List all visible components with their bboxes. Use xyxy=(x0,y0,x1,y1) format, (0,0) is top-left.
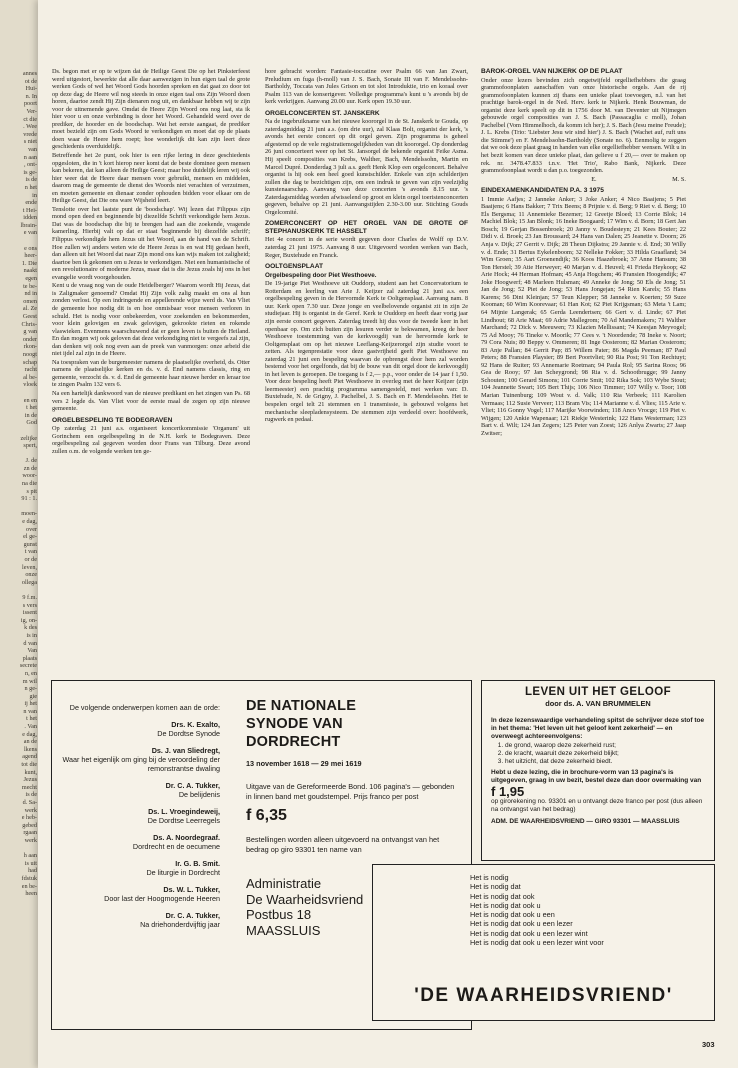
article-column-1 xyxy=(52,68,250,678)
book-title-line: SYNODE VAN xyxy=(246,716,343,732)
previous-page-text: annes ot de Hui- n. In poort Ver- ct die . Wee vrede s niet van n aan , ont- is ge- is de n het in ende t Hei- idden lbrain- e van e ons heer- 1. Die naakt egen te be- nd in omen al. Ze Geest Chris- g van onder rkon- noogt schap racht al be- vloek en en t het in de God zelijke spert, J. de zn de woor- na die s pit 91 : 1. moen- e dag, over el ge- gunst t van or de leven, onze ollega 9 f.m. s vers issent ig, on- k des is in d van Van plaats secrete n, en m wil n ge- gie ij het n van t het . Van e dag, an de lkens agend tot die kunt, Jezus mecht is de d. Sa- werk e heb- gebed rgaan werk h aan is uit had fdstuk en be- heen xyxy=(19,70,37,898)
topic-title: Na driehonderdvijftig jaar xyxy=(140,920,220,929)
ad-line: Het is nodig xyxy=(470,873,509,882)
topic-title: De Dordtse Synode xyxy=(157,729,220,738)
book-description: Uitgave van de Gereformeerde Bond. 106 pagina's — gebonden in linnen band met goudstempel. Prijs franco per post xyxy=(246,782,455,801)
paragraph: Tenslotte over het laatste punt de 'boodschap'. Wij lezen dat Filippus zijn mond open deed en beginnende bij diezelfde Schrift verkondigde hem Jezus. Dat was de boodschap die bij te brengen had aan die zoekende, vragende kamerling. Hierbij valt op dat er staat 'beginnende bij diezelfde schrift'; Filippus verkondigde hem Jezus uit het Woord, aan de hand van de Schrift. Hoe zullen wij anders weten wie de Heere Jezus is en wat Hij gedaan heeft, dan alleen uit het Woord dat naar Zijn mond ons kan wijs maken tot zaligheid; daartoe ben ik gekomen om u Jezus te verkondigen. Niet een humanistische of een revolutionaire of moderne Jezus, maar dat is die Jezus zoals hij ons in het evangelie wordt voorgehouden. xyxy=(52,205,250,281)
paragraph: Op zaterdag 21 juni a.s. organiseert koncertkommissie 'Organum' uit Gorinchem een orgelbespeling in de N.H. kerk te Bodegraven. Deze orgelbespeling zal gegeven worden door Frans van Tilburg. Deze avond zullen o.m. de volgende werken ten ge- xyxy=(52,425,250,455)
speaker-name: Ds. J. van Sliedregt, xyxy=(151,746,220,755)
address-line: De Waarheidsvriend xyxy=(246,891,364,907)
previous-page-margin xyxy=(0,0,38,1068)
ad-price: f 1,95 xyxy=(491,784,525,800)
ad-topics-list xyxy=(60,703,220,937)
address-line: MAASSLUIS xyxy=(246,922,321,938)
topic-title: Waar het eigenlijk om ging bij de veroordeling der remonstrantse dwaling xyxy=(62,755,220,773)
speaker-name: Ds. W. L. Tukker, xyxy=(163,885,220,894)
ad-line: Het is nodig dat ook u een lezer xyxy=(470,919,573,929)
address-line: Administratie xyxy=(246,876,322,892)
ad-point: 3. het uitzicht, dat deze zekerheid biedt. xyxy=(505,758,705,766)
topic-item xyxy=(60,807,220,825)
speaker-name: Ds. A. Noordegraaf. xyxy=(153,833,220,842)
paragraph: Onder onze lezers bevinden zich ongetwijfeld orgelliefhebbers die graag grammofoonplaten aanschaffen van onze historische orgels. Aan de rij grammofoonplaten kunnen zij thans een unieke plaat toevoegen, n.l. van het prachtige barok-orgel in de Ned. Herv. kerk te Nijkerk. Henk Bouwman, de organist deze kerk speelt op dit in 1756 door M. van Deventer uit Nijmegen gebouwde orgel composities van J. S. Bach (Passacaglia c moll), Johan Pachelbel (Vom Himmelhoch, da komm ich her); J. S. Bach (Jesu meine Freude); J. L. Krebs (Trio: 'Liebster Jesu wir sind hier') J. S. Bach ('Wachet auf, ruft uns die Stimme') en F. Mendelssohn-Bartholdy (Sonate no. 6). Eenmolig te zeggen dat we ook deze plaat graag in handen van elke orgelliefhebber wensen. Wilt u in het bezit komen van deze unieke plaat, dan gelieve u f 20,— over te maken op rek. nr. 3478.47.833 t.n.v. 'Het Trio', Rabo Bank, Nijkerk. Deze grammofoonplaat wordt u dan p.o. toegezonden. xyxy=(481,76,686,175)
ad-title: LEVEN UIT HET GELOOF xyxy=(524,686,671,698)
speaker-name: Ds. L. Vroegindeweij, xyxy=(148,807,220,816)
ad-order-text: op girorekening no. 93301 en u ontvangt deze franco per post (dus alleen na ontvangst van het bedrag) xyxy=(491,798,703,813)
topic-title: Door last der Hoogmogende Heeren xyxy=(104,894,220,903)
paragraph: De 19-jarige Piet Westhoeve uit Ouddorp, student aan het Concervatorium te Rotterdam en leerling van Arie J. Keijzer zal zaterdag 21 juni a.s. een orgelbespeling geven in de Hervormde Kerk te Ooltgensplaat. Aanvang nam. 8 uur. Kerk open 7.30 uur. Deze jonge en veelbelovende organist zit in zijn 2e studiejaar. Hij is organist in de Geref. Kerk te Ouddorp en heeft daar vorig jaar zijn eerste concert gegeven. Zaterdag treedt hij dus voor de tweede keer in het openbaar op. Om zich buiten zijn lesuren verder te bekwamen, kreeg de heer Westhoeve toestemming van de kerkvoogdij van de hervormde kerk te Ooltgensplaat om op het nieuwe Leeflang-Keijzerorgel zijn studie voort te zetten. Als tegenprestatie voor deze gastvrijheid geeft Piet Westhoeve nu zaterdag 21 juni een bespeling waarvan de opbrengst door hem zal worden bestemd voor het orgelfonds, dat bij de bouw van dit orgel door de kerkvoogdij in het leven is geroepen. De toegang is f 2,— p.p., voor onder de 14 jaar f 1,50. Voor deze bespeling heeft Piet Westhoeve in overleg met de heer Keijzer (zijn leermeester) een prachtig programma samengesteld, met werken van: D. Buxtehude, N. de Grigny, J. Pachelbel, J. S. Bach en F. Mendelssohn. Het te bespelen orgel telt 21 stemmen en 1 transmissie, is gebouwd volgens het mechanische sleepladensysteem. De stemmen zijn verdeeld over: hoofdwerk, rugwerk en pedaal. xyxy=(265,280,468,424)
speaker-name: Drs. K. Exalto, xyxy=(171,720,220,729)
article-heading: BAROK-ORGEL VAN NIJKERK OP DE PLAAT xyxy=(481,68,623,75)
topic-title: De belijdenis xyxy=(178,790,220,799)
ad-line: Het is nodig dat ook xyxy=(470,891,535,901)
page-number: 303 xyxy=(702,1040,715,1049)
address-line: Postbus 18 xyxy=(246,907,312,923)
ad-intro: De volgende onderwerpen komen aan de orde: xyxy=(69,703,220,712)
book-price: f 6,35 xyxy=(246,807,287,825)
ad-line: Het is nodig dat ook u een lezer wint xyxy=(470,928,588,938)
book-dates: 13 november 1618 — 29 mei 1619 xyxy=(246,759,362,768)
ad-body xyxy=(491,717,705,826)
article-heading: ORGELBESPELING TE BODEGRAVEN xyxy=(52,416,173,424)
topic-item xyxy=(60,911,220,929)
article-signature: E. M. S. xyxy=(591,175,686,183)
paragraph: hore gebracht worden: Fantasie-toccatine over Psalm 66 van Jan Zwart, Preludium en fuga (h-moll) van J. S. Bach, Sonate III van F. Mendelssohn-Bartholdy, Toccata van Jules Grison en tot slot Introduktie, trio en koraal over Psalm 113 van de konsertgever. Volledige programma's kunt u 's avonds bij de kerk verkrijgen. Aanvang 20.00 uur. Kerk open 19.30 uur. xyxy=(265,68,468,106)
paragraph: Na toespraken van de burgemeester namens de plaatselijke overheid, ds. Otter namens de plaatselijke kerken en ds. v. d. End namens classis, ring en gemeente, verzocht ds. v. d. End de gemeente haar nieuwe herder en leraar toe te zingen Psalm 132 vers 6. xyxy=(52,358,250,389)
paragraph: Na een hartelijk dankwoord van de nieuwe predikant en het zingen van Ps. 68 vers 2 legde ds. Van Vliet voor de eerste maal de zegen op zijn nieuwe gemeente. xyxy=(52,389,250,413)
article-subheading: Orgelbespeling door Piet Westhoeve. xyxy=(265,271,377,279)
topic-item xyxy=(60,859,220,877)
speaker-name: Dr. C. A. Tukker, xyxy=(165,781,220,790)
paragraph: Kent u de vraag nog van de oude Heidelberger? Waarom wordt Hij Jezus, dat is Zaligmaker genoemd? Omdat Hij Zijn volk zalig maakt en ons al hun zonden verlost. Op een indringende en appellerende wijze werd ds. Van Vliet de gemeente hoe nodig dit is en hoe onmisbaar voor mensen verloren in schuld. Het is nodig voor onbekeerden, voor zoekenden en bekommerden, voor klein gelovigen en zwak gelovigen, gekrookte rieten en rokende vlaswieken. Evenmens waarschuwend dat er geen leven is buiten de Heiland. En dan mogen wij ook geloven dat deze verkondiging niet te vergeefs zal zijn, dan denken wij ook nog even aan de preek van vanmorgen: onze arbeid die niet ijdel zal zijn in de Heere. xyxy=(52,282,250,358)
ad-address: ADM. DE WAARHEIDSVRIEND — GIRO 93301 — MAASSLUIS xyxy=(491,817,680,825)
ad-line: Het is nodig dat ook u een xyxy=(470,910,555,920)
ad-leven-uit-het-geloof xyxy=(481,680,715,861)
ad-line: Het is nodig dat ook u een lezer wint voor xyxy=(470,938,604,948)
article-column-3 xyxy=(481,68,686,648)
ad-line: Het is nodig dat ook u xyxy=(470,900,541,910)
paragraph: 1 Immie Aafjes; 2 Janneke Anker; 3 Joke Anker; 4 Nico Baaijens; 5 Piet Baaijens; 6 Hans Bakker; 7 Trix Beens; 8 Prijnie v. d. Berg; 9 Riet v. d. Berg; 10 Els Bergsma; 11 Annemieke Bezemer; 12 Greetje Bloed; 13 Corrie Blok; 14 Machiel Blok; 15 Jan Blonk; 16 Ineke Boogaard; 17 Wim v. d. Born; 18 Gert Jan Bosch; 19 Gerjan Bossenbroek; 20 Janny v. Boudesteyn; 21 Kees Bouter; 22 Didi v. d. Broek; 23 Jan Broussard; 24 Hans van Dalen; 25 Jeanette v. Doorn; 26 Anja v. Dijk; 27 Gerrit v. Dijk; 28 Theun Dijkstra; 29 Jannie v. d. End; 30 Willy v. d. Ende; 31 Bertus Eykelenboom; 32 Nelleke Fokker; 33 Hilda Graafland; 34 Wim Groen; 35 Aart Groenendijk; 36 Koos Haazebroek; 37 Anne Hansum; 38 Ton Herstel; 39 Atie Herweyer; 40 Marjan v. d. Heuvel; 41 Frieda Heykoop; 42 Arie Hock; 44 Herman Hofman; 45 Anja Hogchem; 46 Fransien Hoogendijk; 47 Joke Hoogwerf; 48 Marleen Hulsman; 49 Anneke de Jong; 50 Els de Jong; 51 Jan de Jong; 52 Piet de Jong; 53 Hans Jongejan; 54 Rien Karels; 55 Hans Karens; 56 Dini Kleinjan; 57 Teun Klepper; 58 Janneke v. Koerten; 59 Suze Kooman; 60 Wim Koorevaar; 61 Han Kot; 62 Piet Krijgsman; 63 Meta 't Lam; 64 Mijnie Langerak; 65 Gerda Leendertsen; 66 Gert v. d. Linde; 67 Piet Lindhout; 68 Arie Maat; 69 Adrie Mallegrom; 70 Ad Mandemakers; 71 Walther Marchand; 72 Dick v. Meeuwen; 73 Klazien Mellissant; 74 Keesjan Meyvogel; 75 Ad Mooy; 76 Tineke v. Moorik; 77 Cees v. 't Noordende; 78 Ineke v. Noort; 79 Cora Nuis; 80 Beppy v. Ommeren; 81 Inge Oosterom; 82 Marian Oosterom; 83 Anje Pallan; 84 Gerrit Pap; 85 Willem Pater; 86 Magda Peeman; 87 Paul Peters; 88 Fransien Playsier; 89 Bert Poortvliet; 90 Ria Post; 91 Ton Rechtuyt; 92 Hans de Ruiter; 93 Annemarie Roetman; 94 Paula Rol; 95 Sarina Roos; 96 Gea de Rooy; 97 Jan Scheygrond; 98 Ria v. d. Schootbrugge; 99 Janny Schouten; 100 Gerard Simons; 101 Corrie Smit; 102 Rika Sok; 103 Wybe Stout; 104 Jeannette Swart; 105 Bert Thijs; 106 Nico Timmer; 107 Willy v. Toor; 108 Marian Tuinenburg; 109 Wout v. d. Valk; 110 Ria Verbeek; 111 Karolien Vermaas; 112 Susie Verveer; 113 Bram Vis; 114 Marianne v. d. Vlies; 115 Arie v. Vliet; 116 Gonny Vogel; 117 Marijke Voorwinden; 118 Anco Vrocge; 119 Piet v. Wijgen; 120 Ankie Wapenaar; 121 Riekje Westerink; 122 Hans Westerman; 123 Bart v. d. Wilt; 124 Jan Zegers; 125 Peter van Zoest; 126 Anlya Zwarts; 27 Jaap Zwitser; xyxy=(481,195,686,437)
speaker-name: Dr. C. A. Tukker, xyxy=(165,911,220,920)
topic-item xyxy=(60,885,220,903)
article-heading: OOLTGENSPLAAT xyxy=(265,263,323,271)
article-heading: ORGELCONCERTEN ST. JANSKERK xyxy=(265,109,380,117)
paragraph: Na de ingebruikname van het nieuwe koororgel in de St. Janskerk te Gouda, op zaterdagmiddag 21 juni a.s. (om drie uur), zal Klaas Bolt, organist der kerk, 's avonds het eerste concert op dit orgel geven. Zijn programma is geheel afgestemd op de vele registratiemogelijkheden van dit koororgel. Op donderdag 26 juni concerteert weer op het St. Jansorgel de bekende organist Feike Asma. Hij speelt composities van Krebs, Walther, Bach, Mendelssohn, Martin en Marcel Dupré. Donderdag 3 juli a.s. geeft Henk Klop een orgelconcert. Behalve organist is hij ook een heel goed kunstschilder. Enkele van zijn schilderijen zullen die dag te bezichtigen zijn, om een indruk te geven van zijn veelzijdig kunstenaarschap. Aanvang van deze concerten 's avonds 8.15 uur. 's Zaterdagsmiddag worden afwisselend op groot en klein orgel toeristenconcerten gegeven, behalve op 21 juni. Aanvangstijden 2.30-3.00 uur. Stichting Gouds Orgelcomité. xyxy=(265,118,468,216)
order-instructions: Bestellingen worden alleen uitgevoerd na ontvangst van het bedrag op giro 93301 ten name van xyxy=(246,835,440,854)
ad-points-list xyxy=(505,742,705,765)
topic-title: De liturgie in Dordrecht xyxy=(146,868,220,877)
ad-line: Het is nodig dat xyxy=(470,882,521,892)
topic-item xyxy=(60,833,220,851)
ad-point: 1. de grond, waarop deze zekerheid rust; xyxy=(505,742,705,750)
ad-intro: In deze lezenswaardige verhandeling spitst de schrijver deze stof toe in het thema: 'Het leven uit het geloof kent zekerheid' — en overweegt achtereenvolgens: xyxy=(491,717,705,740)
ad-brand-name: 'DE WAARHEIDSVRIEND' xyxy=(414,985,673,1006)
topic-title: De Dordtse Leerregels xyxy=(147,816,220,825)
topic-item xyxy=(60,781,220,799)
speaker-name: Ir. G. B. Smit. xyxy=(175,859,220,868)
topic-item xyxy=(60,720,220,738)
topic-title: Dordrecht en de oecumene xyxy=(132,842,220,851)
ad-staircase-text xyxy=(470,873,604,947)
ad-waarheidsvriend xyxy=(372,864,715,1021)
topic-item xyxy=(60,746,220,773)
ad-body-text: Hebt u deze lezing, die in brochure-vorm van 13 pagina's is uitgegeven, graag in uw bezit, bestel deze dan door overmaking van xyxy=(491,768,702,784)
article-heading: EINDEXAMENKANDIDATEN P.A. 3 1975 xyxy=(481,187,604,195)
ad-point: 2. de kracht, waaruit deze zekerheid blijkt; xyxy=(505,750,705,758)
article-column-2 xyxy=(265,68,468,700)
paragraph: Betreffende het 2e punt, ook hier is een rijke lering in deze geschiedenis opgesloten, die in 't kort hierop neer komt dat de beste dominee geen mensen kan bekeren, dat kan alleen de Heilige Geest; maar hoe duidelijk leren wij ook hier weer dat de Heere daar mensen voor gebruikt, mensen en middelen, daarom mag de gemeente de dienst des Woords niet verachten of verzuimen, en moeten gemeente en dienaar zonder ophouden bidden voor elkaar om de Heilige Geest, dat Die ons ware Wijsheid leert. xyxy=(52,152,250,205)
paragraph: Het 4e concert in de serie wordt gegeven door Charles de Wolff op D.V. zaterdag 21 juni 1975. Aanvang 8 uur. Uitgevoerd worden werken van Bach, Reger, Buxtehude en Franck. xyxy=(265,236,468,259)
paragraph: Ds. begon met er op te wijzen dat de Heilige Geest Die op het Pinksterfeest werd uitgestort, bewerkte dat alle daar aanwezigen in hun eigen taal de grote werken Gods of wel het Woord Gods hoorden spreken en dat gaat zo door tot op deze dag; de Heere wil nog steeds in onze eigen taal ons Zijn Woord doen horen, daartoe zendt Hij Zijn dienaren nog uit, en dankbaar hebben wij te zijn voor de uitnemende gave. Omdat de Heere Zijn Woord ons nog laat, sta ik hier voor u en onze verbinding is door het Woord. Gehandeld werd over de prediker, de hoorder en de boodschap. Wat het eerste aangaat, de prediker moet bezield zijn om Gods Woord te verkondigen en moet dat op de plaats doen waar de Heere hem roept; hoe wonderlijk dit kan zijn leert deze geschiedenis overduidelijk. xyxy=(52,68,250,151)
book-title-line: DE NATIONALE xyxy=(246,698,357,714)
ad-author: door ds. A. VAN BRUMMELEN xyxy=(545,699,651,708)
article-heading: ZOMERCONCERT OP HET ORGEL VAN DE GROTE OF STEPHANUSKERK TE HASSELT xyxy=(265,220,468,235)
book-title-line: DORDRECHT xyxy=(246,734,341,750)
